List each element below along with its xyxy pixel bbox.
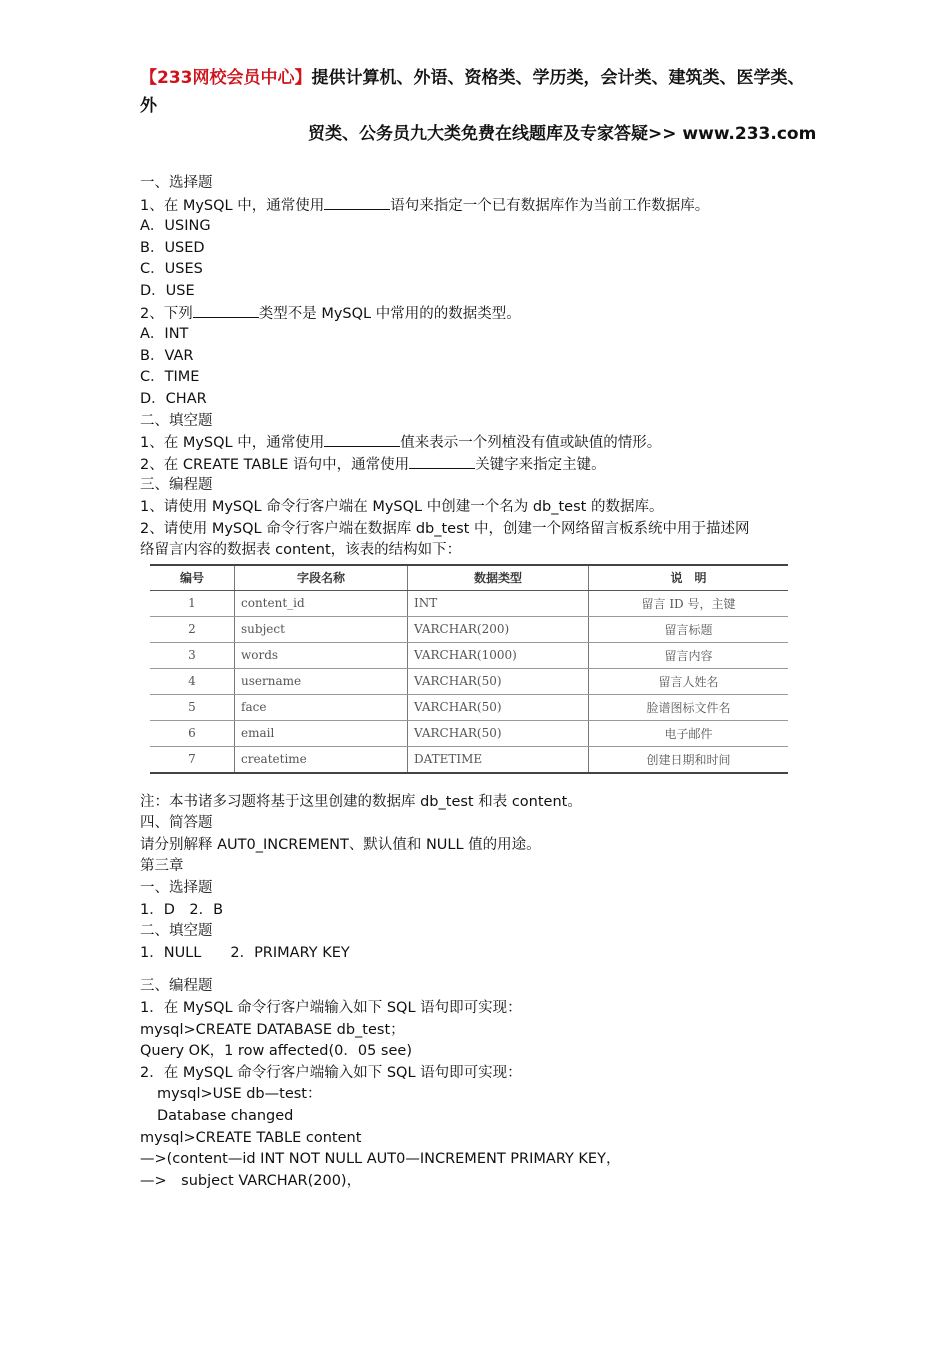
table-cell: VARCHAR(200) [408, 616, 589, 642]
table-cell: VARCHAR(50) [408, 720, 589, 746]
option: D．CHAR [140, 390, 207, 407]
table-cell: 7 [150, 746, 235, 773]
table-cell: 脸谱图标文件名 [589, 694, 789, 720]
code-line: —>(content—id INT NOT NULL AUT0—INCREMENT PRIMARY KEY， [140, 1151, 621, 1168]
code-line: mysql>USE db—test： [157, 1086, 322, 1103]
table-row [150, 616, 788, 642]
table-cell: words [235, 642, 408, 668]
question-text: 1、在 MySQL 中，通常使用 [140, 435, 325, 452]
answer-choice: 1．D 2．B [140, 901, 224, 918]
table-header-row [150, 565, 788, 591]
answer-blank [324, 432, 400, 447]
question-text: 值来表示一个列植没有值或缺值的情形。 [400, 435, 662, 452]
table-cell: 电子邮件 [589, 720, 789, 746]
question-text: 2、在 CREATE TABLE 语句中，通常使用 [140, 456, 410, 473]
table-cell: 创建日期和时间 [589, 746, 789, 773]
document-body [140, 173, 820, 1192]
answer-blank [409, 454, 475, 469]
section-heading: 三、编程题 [140, 978, 213, 995]
spacer [140, 964, 820, 976]
code-line: Query OK，1 row affected(0．05 see) [140, 1043, 412, 1060]
question-text: 2、下列 [140, 305, 193, 322]
table-row [150, 668, 788, 694]
table-cell: 留言标题 [589, 616, 789, 642]
option: A．INT [140, 326, 189, 343]
table-cell: content_id [235, 590, 408, 616]
table-cell: createtime [235, 746, 408, 773]
option: C．USES [140, 261, 203, 278]
schema-table-wrapper [150, 564, 788, 774]
option: C．TIME [140, 369, 200, 386]
table-cell: email [235, 720, 408, 746]
short-answer-question: 请分别解释 AUT0_INCREMENT、默认值和 NULL 值的用途。 [140, 836, 541, 853]
header-brand: 【233网校会员中心】 [140, 68, 312, 88]
table-cell: INT [408, 590, 589, 616]
option: D．USE [140, 282, 195, 299]
table-cell: 留言内容 [589, 642, 789, 668]
schema-table [150, 564, 788, 774]
option: B．USED [140, 239, 205, 256]
header-text-1: 提供计算机、外语、资格类、学历类，会计类、建筑类、医学类、外 [140, 68, 805, 116]
answer-blank [324, 195, 390, 210]
answer-line: 2．在 MySQL 命令行客户端输入如下 SQL 语句即可实现： [140, 1064, 522, 1081]
column-header: 说 明 [589, 565, 789, 591]
page-header [140, 64, 820, 148]
table-cell: face [235, 694, 408, 720]
program-question-2-cont: 络留言内容的数据表 content，该表的结构如下： [140, 542, 462, 559]
question-1 [140, 195, 820, 217]
table-cell: VARCHAR(1000) [408, 642, 589, 668]
note: 注：本书诸多习题将基于这里创建的数据库 db_test 和表 content。 [140, 793, 582, 810]
header-line-1 [140, 64, 820, 120]
code-line: mysql>CREATE DATABASE db_test； [140, 1021, 405, 1038]
table-cell: 4 [150, 668, 235, 694]
table-cell: 留言 ID 号，主键 [589, 590, 789, 616]
code-line: —> subject VARCHAR(200)， [140, 1172, 362, 1189]
code-line: mysql>CREATE TABLE content [140, 1129, 362, 1146]
table-cell: 留言人姓名 [589, 668, 789, 694]
answer-fill: 1．NULL 2．PRIMARY KEY [140, 944, 350, 961]
column-header: 编号 [150, 565, 235, 591]
fill-question-1 [140, 432, 820, 454]
section-heading: 一、选择题 [140, 880, 213, 897]
table-row [150, 694, 788, 720]
section-heading: 二、填空题 [140, 923, 213, 940]
section-heading: 二、填空题 [140, 412, 213, 429]
option: A．USING [140, 218, 211, 235]
table-cell: username [235, 668, 408, 694]
header-line-2: 贸类、公务员九大类免费在线题库及专家答疑>> www.233.com [308, 124, 817, 144]
table-row [150, 590, 788, 616]
question-text: 类型不是 MySQL 中常用的的数据类型。 [258, 305, 521, 322]
option: B．VAR [140, 347, 194, 364]
question-text: 语句来指定一个已有数据库作为当前工作数据库。 [390, 197, 710, 214]
program-question-2: 2、请使用 MySQL 命令行客户端在数据库 db_test 中，创建一个网络留言板系统中用于描述网 [140, 520, 750, 537]
program-question-1: 1、请使用 MySQL 命令行客户端在 MySQL 中创建一个名为 db_test 的数据库。 [140, 498, 664, 515]
table-cell: 1 [150, 590, 235, 616]
question-text: 1、在 MySQL 中，通常使用 [140, 197, 325, 214]
table-cell: VARCHAR(50) [408, 668, 589, 694]
code-line: Database changed [157, 1108, 294, 1124]
chapter-heading: 第三章 [140, 858, 184, 875]
table-cell: 6 [150, 720, 235, 746]
table-row [150, 642, 788, 668]
fill-question-2 [140, 454, 820, 476]
table-cell: 3 [150, 642, 235, 668]
answer-blank [193, 303, 259, 318]
question-2 [140, 303, 820, 325]
section-heading: 四、简答题 [140, 815, 213, 832]
table-cell: 2 [150, 616, 235, 642]
table-cell: 5 [150, 694, 235, 720]
section-heading: 一、选择题 [140, 175, 213, 191]
table-cell: VARCHAR(50) [408, 694, 589, 720]
table-row [150, 746, 788, 773]
table-cell: subject [235, 616, 408, 642]
answer-line: 1．在 MySQL 命令行客户端输入如下 SQL 语句即可实现： [140, 1000, 522, 1017]
column-header: 字段名称 [235, 565, 408, 591]
question-text: 关键字来指定主键。 [475, 456, 606, 473]
table-cell: DATETIME [408, 746, 589, 773]
column-header: 数据类型 [408, 565, 589, 591]
table-row [150, 720, 788, 746]
section-heading: 三、编程题 [140, 477, 213, 494]
